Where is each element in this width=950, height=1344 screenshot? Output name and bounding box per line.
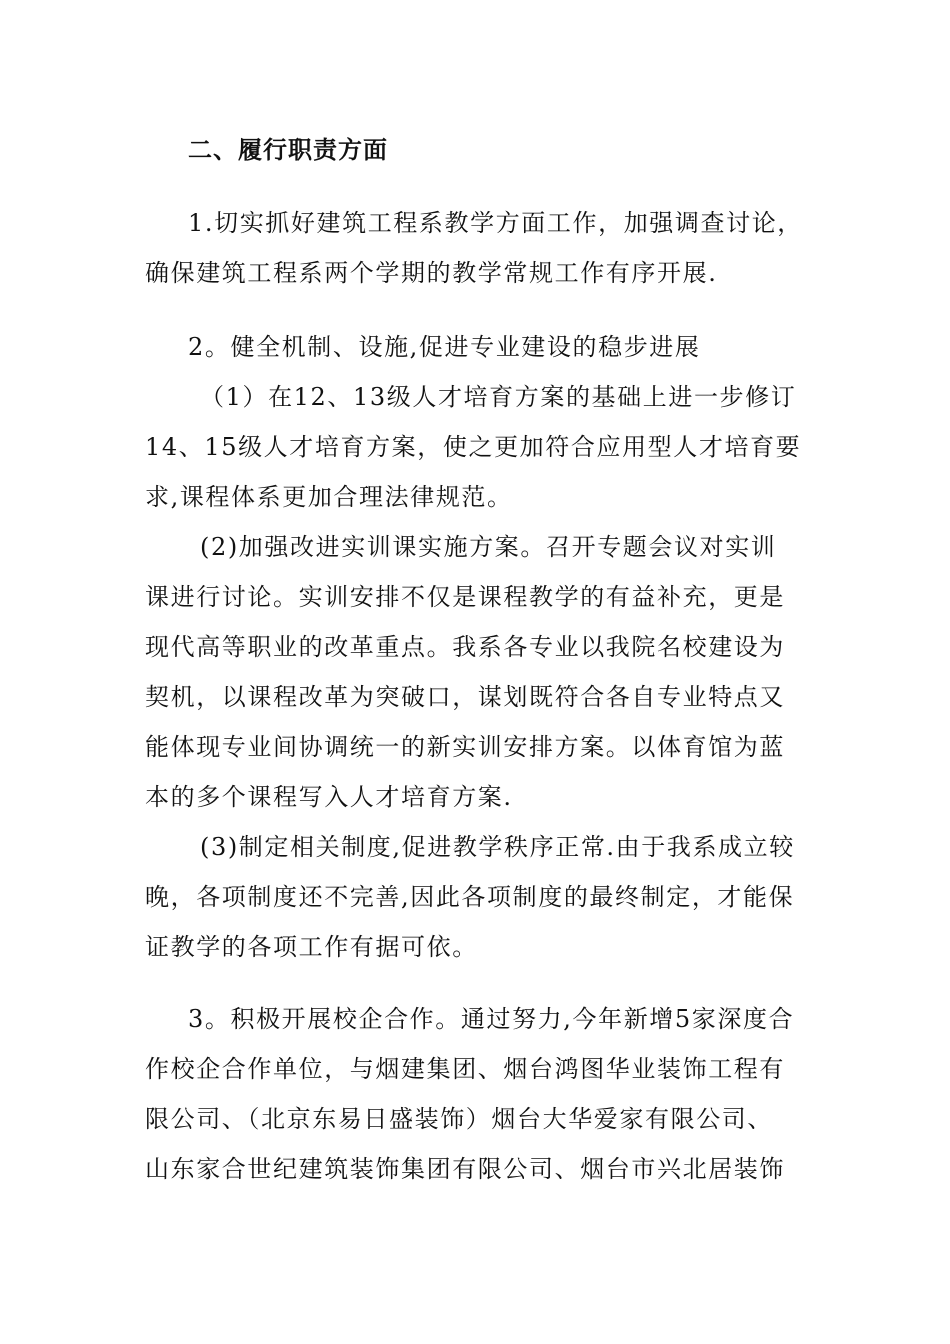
paragraph-4-line-6: 本的多个课程写入人才培育方案. [145,783,513,811]
paragraph-1-line-2: 确保建筑工程系两个学期的教学常规工作有序开展. [145,259,718,287]
paragraph-5-line-2: 晚，各项制度还不完善,因此各项制度的最终制定，才能保 [145,883,795,911]
paragraph-1-line-1: 1.切实抓好建筑工程系教学方面工作，加强调查讨论， [188,209,803,237]
paragraph-4-line-3: 现代高等职业的改革重点。我系各专业以我院名校建设为 [145,633,785,661]
paragraph-4-line-2: 课进行讨论。实训安排不仅是课程教学的有益补充，更是 [145,583,785,611]
paragraph-4-line-5: 能体现专业间协调统一的新实训安排方案。以体育馆为蓝 [145,733,785,761]
paragraph-3-line-1: （1）在12、13级人才培育方案的基础上进一步修订 [200,383,797,411]
paragraph-2-line-1: 2。健全机制、设施,促进专业建设的稳步进展 [188,333,701,361]
paragraph-4-line-1: (2)加强改进实训课实施方案。召开专题会议对实训 [200,533,777,561]
paragraph-6-line-3: 限公司、（北京东易日盛装饰）烟台大华爱家有限公司、 [145,1105,773,1133]
paragraph-3-line-3: 求,课程体系更加合理法律规范。 [145,483,513,511]
section-heading: 二、履行职责方面 [188,135,388,164]
paragraph-6-line-4: 山东家合世纪建筑装饰集团有限公司、烟台市兴北居装饰 [145,1155,785,1183]
paragraph-6-line-1: 3。积极开展校企合作。通过努力,今年新增5家深度合 [188,1005,795,1033]
paragraph-5-line-1: (3)制定相关制度,促进教学秩序正常.由于我系成立较 [200,833,795,861]
paragraph-5-line-3: 证教学的各项工作有据可依。 [145,933,478,961]
paragraph-6-line-2: 作校企合作单位，与烟建集团、烟台鸿图华业装饰工程有 [145,1055,785,1083]
paragraph-4-line-4: 契机，以课程改革为突破口，谋划既符合各自专业特点又 [145,683,785,711]
paragraph-3-line-2: 14、15级人才培育方案，使之更加符合应用型人才培育要 [145,433,802,461]
